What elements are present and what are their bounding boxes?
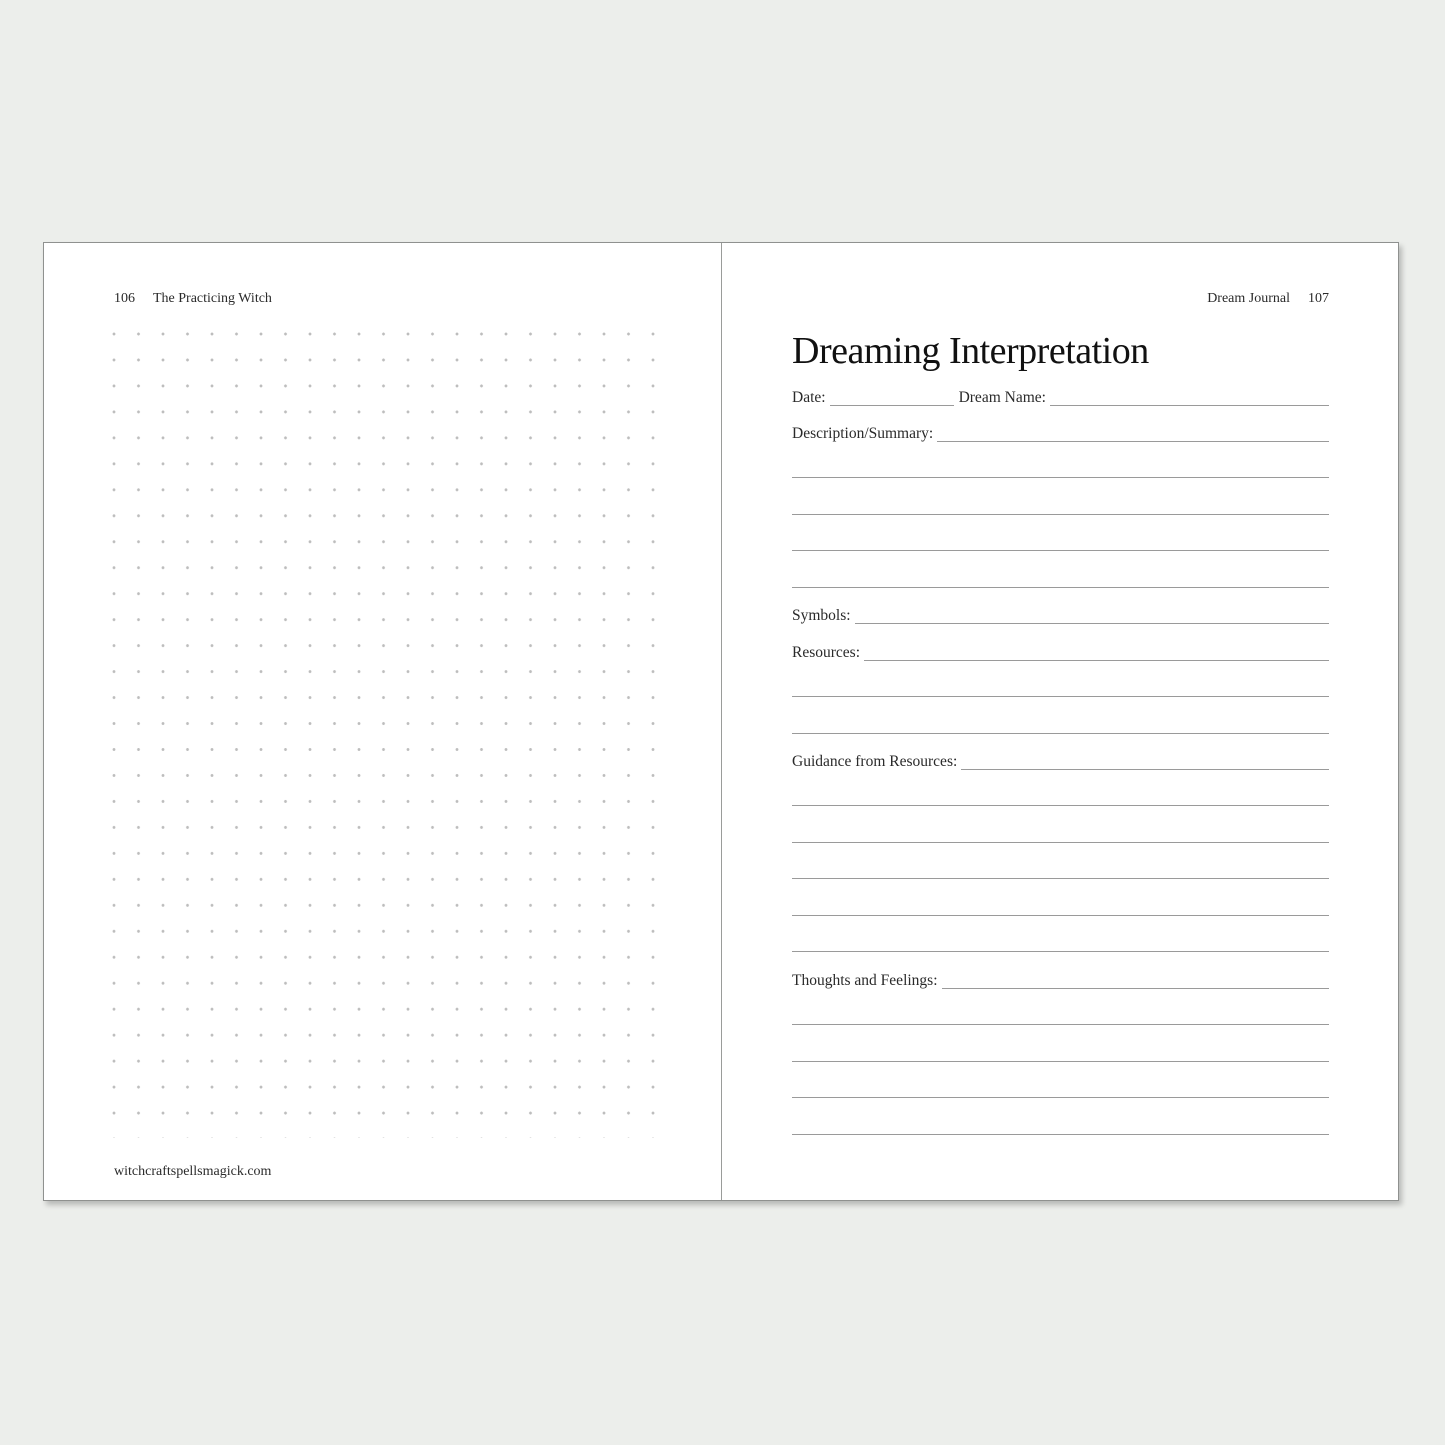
left-page: [44, 243, 721, 1200]
date-line[interactable]: [830, 404, 954, 406]
guidance-line[interactable]: [792, 856, 1329, 880]
description-line[interactable]: [792, 565, 1329, 589]
thoughts-line[interactable]: [792, 1112, 1329, 1136]
description-line[interactable]: [937, 440, 1329, 442]
dot-grid: [112, 332, 660, 1138]
section-title: Dream Journal: [1207, 291, 1290, 306]
resources-line[interactable]: [792, 711, 1329, 735]
book-spread: [43, 242, 1399, 1201]
symbols-label: Symbols:: [792, 606, 851, 624]
resources-line[interactable]: [864, 659, 1329, 661]
guidance-line[interactable]: [792, 929, 1329, 953]
left-running-head: [114, 291, 272, 307]
symbols-line[interactable]: [855, 622, 1329, 624]
book-title: The Practicing Witch: [153, 291, 272, 306]
date-row: [792, 383, 1329, 407]
dream-name-line[interactable]: [1050, 404, 1329, 406]
resources-label: Resources:: [792, 643, 861, 661]
guidance-line[interactable]: [961, 768, 1329, 770]
footer-url: witchcraftspellsmagick.com: [114, 1164, 272, 1179]
thoughts-line[interactable]: [792, 1002, 1329, 1026]
guidance-line[interactable]: [792, 783, 1329, 807]
description-line[interactable]: [792, 492, 1329, 516]
resources-line[interactable]: [792, 674, 1329, 698]
description-label: Description/Summary:: [792, 424, 934, 442]
description-line[interactable]: [792, 455, 1329, 479]
right-running-head: [1207, 291, 1329, 307]
description-row: [792, 419, 1329, 443]
dream-name-label: Dream Name:: [958, 388, 1046, 406]
description-line[interactable]: [792, 528, 1329, 552]
symbols-row: [792, 601, 1329, 625]
thoughts-label: Thoughts and Feelings:: [792, 971, 938, 989]
guidance-line[interactable]: [792, 820, 1329, 844]
guidance-label: Guidance from Resources:: [792, 752, 958, 770]
date-label: Date:: [792, 388, 826, 406]
thoughts-line[interactable]: [792, 1039, 1329, 1063]
resources-row: [792, 638, 1329, 662]
right-page: [722, 243, 1399, 1200]
thoughts-line[interactable]: [792, 1075, 1329, 1099]
guidance-row: [792, 747, 1329, 771]
thoughts-line[interactable]: [942, 987, 1329, 989]
thoughts-row: [792, 966, 1329, 990]
page-number-left: 106: [114, 291, 135, 306]
page-number-right: 107: [1308, 291, 1329, 306]
page-title: Dreaming Interpretation: [792, 330, 1149, 372]
guidance-line[interactable]: [792, 893, 1329, 917]
